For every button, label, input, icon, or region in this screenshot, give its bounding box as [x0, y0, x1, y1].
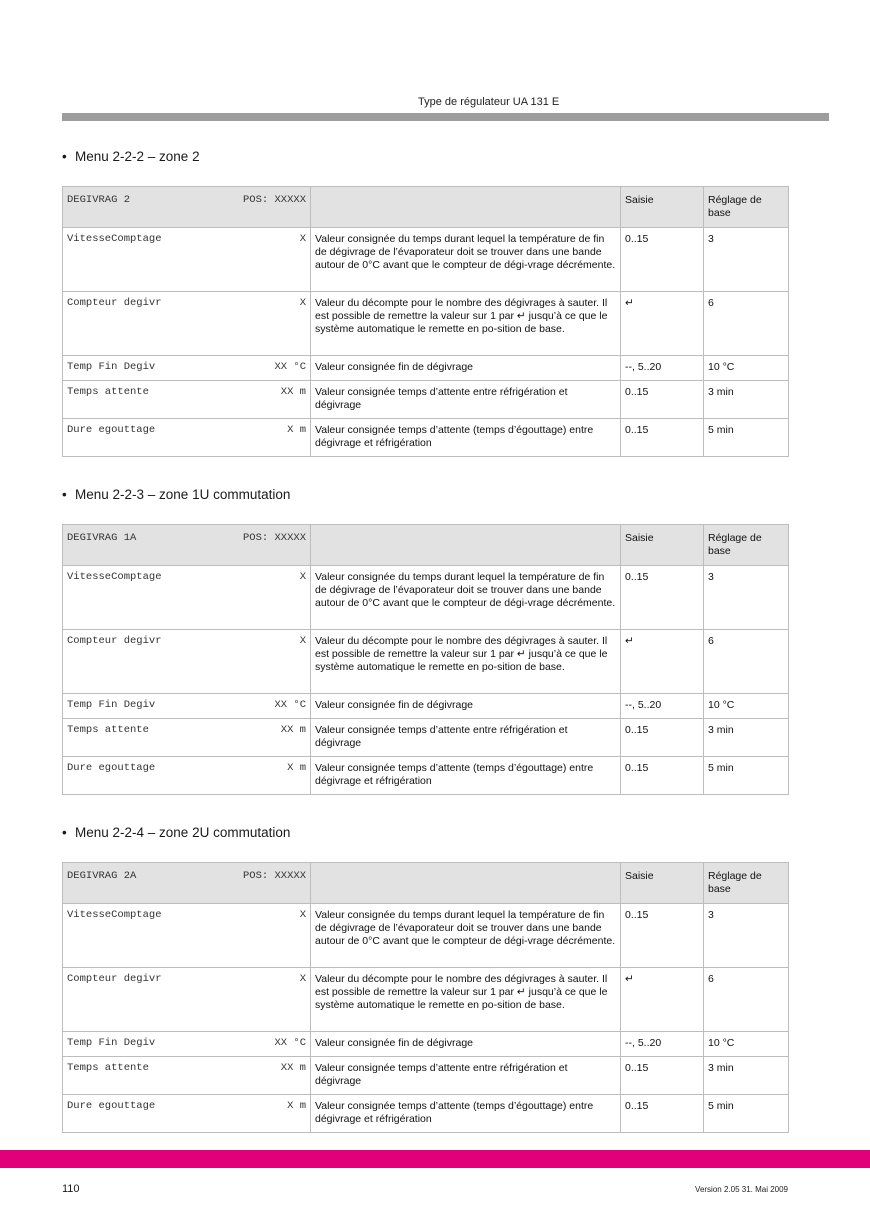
param-saisie: 0..15	[621, 381, 704, 419]
header-reglage: Réglage de base	[704, 187, 789, 228]
param-saisie: --, 5..20	[621, 356, 704, 381]
header-menu-cell	[63, 863, 311, 904]
param-name: Dure egouttage	[67, 424, 156, 436]
table-row	[63, 356, 789, 381]
param-saisie: 0..15	[621, 419, 704, 457]
menu-code: DEGIVRAG 1A	[67, 532, 137, 544]
param-saisie: ↵	[621, 630, 704, 694]
param-desc: Valeur consignée temps d’attente (temps d’égouttage) entre dégivrage et réfrigération	[311, 1095, 621, 1133]
header-reglage: Réglage de base	[704, 525, 789, 566]
header-desc-cell	[311, 187, 621, 228]
parameter-table	[62, 862, 789, 1133]
param-saisie: 0..15	[621, 719, 704, 757]
param-name: VitesseComptage	[67, 909, 162, 921]
table-row	[63, 719, 789, 757]
table-row	[63, 381, 789, 419]
header-rule	[62, 113, 829, 121]
document-header-title: Type de régulateur UA 131 E	[418, 96, 560, 108]
param-desc: Valeur consignée temps d’attente (temps d’égouttage) entre dégivrage et réfrigération	[311, 419, 621, 457]
param-desc: Valeur consignée du temps durant lequel la température de fin de dégivrage de l’évaporateur doit se trouver dans une bande autour de 0°C avant que le compteur de dégi-vrage décrémente.	[311, 228, 621, 292]
param-unit: X	[299, 635, 306, 647]
section-menu-2-2-2	[62, 148, 788, 449]
menu-code: DEGIVRAG 2	[67, 194, 131, 206]
param-unit: X m	[287, 762, 306, 774]
param-name: Temps attente	[67, 724, 149, 736]
param-name: Temp Fin Degiv	[67, 1037, 156, 1049]
table-row	[63, 694, 789, 719]
page-number: 110	[62, 1183, 80, 1195]
param-desc: Valeur du décompte pour le nombre des dégivrages à sauter. Il est possible de remettre la valeur sur 1 par ↵ jusqu’à ce que le système automatique le remette en po-sition de base.	[311, 968, 621, 1032]
bullet-icon: •	[62, 487, 67, 502]
param-unit: XX m	[280, 724, 306, 736]
param-saisie: 0..15	[621, 228, 704, 292]
menu-code: DEGIVRAG 2A	[67, 870, 137, 882]
version-date: Version 2.05 31. Mai 2009	[695, 1185, 788, 1194]
param-saisie: 0..15	[621, 757, 704, 795]
parameter-table	[62, 186, 789, 457]
table-row	[63, 566, 789, 630]
pos-code: POS: XXXXX	[242, 194, 306, 206]
param-desc: Valeur consignée temps d’attente entre réfrigération et dégivrage	[311, 1057, 621, 1095]
param-reglage: 3 min	[704, 1057, 789, 1095]
section-menu-2-2-3	[62, 486, 788, 787]
param-reglage: 6	[704, 968, 789, 1032]
param-reglage: 3 min	[704, 719, 789, 757]
param-unit: X	[299, 571, 306, 583]
footer-accent-bar	[0, 1150, 870, 1168]
param-unit: X	[299, 909, 306, 921]
param-name: Compteur degivr	[67, 973, 162, 985]
param-name: Compteur degivr	[67, 297, 162, 309]
param-name: Temp Fin Degiv	[67, 361, 156, 373]
param-desc: Valeur consignée fin de dégivrage	[311, 356, 621, 381]
param-saisie: 0..15	[621, 566, 704, 630]
table-row	[63, 968, 789, 1032]
table-header-row	[63, 525, 789, 566]
param-desc: Valeur du décompte pour le nombre des dégivrages à sauter. Il est possible de remettre la valeur sur 1 par ↵ jusqu’à ce que le système automatique le remette en po-sition de base.	[311, 292, 621, 356]
param-saisie: --, 5..20	[621, 1032, 704, 1057]
table-row	[63, 292, 789, 356]
param-unit: XX m	[280, 1062, 306, 1074]
param-unit: X	[299, 297, 306, 309]
section-title: • Menu 2-2-2 – zone 2	[62, 149, 200, 164]
param-unit: X m	[287, 424, 306, 436]
param-desc: Valeur du décompte pour le nombre des dégivrages à sauter. Il est possible de remettre la valeur sur 1 par ↵ jusqu’à ce que le système automatique le remette en po-sition de base.	[311, 630, 621, 694]
table-header-row	[63, 187, 789, 228]
param-reglage: 3 min	[704, 381, 789, 419]
param-saisie: --, 5..20	[621, 694, 704, 719]
table-row	[63, 419, 789, 457]
param-desc: Valeur consignée fin de dégivrage	[311, 694, 621, 719]
header-reglage: Réglage de base	[704, 863, 789, 904]
param-saisie: 0..15	[621, 904, 704, 968]
param-reglage: 10 °C	[704, 1032, 789, 1057]
table-row	[63, 630, 789, 694]
param-name: VitesseComptage	[67, 571, 162, 583]
param-reglage: 10 °C	[704, 694, 789, 719]
section-title: • Menu 2-2-4 – zone 2U commutation	[62, 825, 291, 840]
bullet-icon: •	[62, 149, 67, 164]
param-unit: X	[299, 973, 306, 985]
param-desc: Valeur consignée temps d’attente entre réfrigération et dégivrage	[311, 381, 621, 419]
param-name: Dure egouttage	[67, 762, 156, 774]
param-desc: Valeur consignée du temps durant lequel la température de fin de dégivrage de l’évaporateur doit se trouver dans une bande autour de 0°C avant que le compteur de dégi-vrage décrémente.	[311, 566, 621, 630]
header-menu-cell	[63, 525, 311, 566]
header-saisie: Saisie	[621, 187, 704, 228]
section-menu-2-2-4	[62, 824, 788, 1125]
param-reglage: 6	[704, 292, 789, 356]
header-desc-cell	[311, 525, 621, 566]
param-name: Compteur degivr	[67, 635, 162, 647]
bullet-icon: •	[62, 825, 67, 840]
param-name: Temps attente	[67, 386, 149, 398]
param-unit: XX °C	[274, 1037, 306, 1049]
param-desc: Valeur consignée temps d’attente entre réfrigération et dégivrage	[311, 719, 621, 757]
parameter-table	[62, 524, 789, 795]
table-row	[63, 757, 789, 795]
param-unit: XX °C	[274, 361, 306, 373]
section-title: • Menu 2-2-3 – zone 1U commutation	[62, 487, 291, 502]
pos-code: POS: XXXXX	[242, 870, 306, 882]
param-saisie: ↵	[621, 968, 704, 1032]
param-desc: Valeur consignée du temps durant lequel la température de fin de dégivrage de l’évaporateur doit se trouver dans une bande autour de 0°C avant que le compteur de dégi-vrage décrémente.	[311, 904, 621, 968]
param-name: Temps attente	[67, 1062, 149, 1074]
table-row	[63, 1095, 789, 1133]
table-row	[63, 1057, 789, 1095]
param-unit: X	[299, 233, 306, 245]
param-saisie: 0..15	[621, 1095, 704, 1133]
param-reglage: 3	[704, 566, 789, 630]
header-saisie: Saisie	[621, 863, 704, 904]
param-unit: X m	[287, 1100, 306, 1112]
param-desc: Valeur consignée temps d’attente (temps d’égouttage) entre dégivrage et réfrigération	[311, 757, 621, 795]
param-saisie: 0..15	[621, 1057, 704, 1095]
table-header-row	[63, 863, 789, 904]
table-row	[63, 1032, 789, 1057]
param-reglage: 10 °C	[704, 356, 789, 381]
param-unit: XX °C	[274, 699, 306, 711]
header-desc-cell	[311, 863, 621, 904]
param-name: VitesseComptage	[67, 233, 162, 245]
param-reglage: 5 min	[704, 419, 789, 457]
param-name: Temp Fin Degiv	[67, 699, 156, 711]
param-reglage: 3	[704, 904, 789, 968]
param-unit: XX m	[280, 386, 306, 398]
param-desc: Valeur consignée fin de dégivrage	[311, 1032, 621, 1057]
table-row	[63, 904, 789, 968]
header-saisie: Saisie	[621, 525, 704, 566]
param-reglage: 3	[704, 228, 789, 292]
param-reglage: 5 min	[704, 1095, 789, 1133]
param-reglage: 6	[704, 630, 789, 694]
param-reglage: 5 min	[704, 757, 789, 795]
table-row	[63, 228, 789, 292]
header-menu-cell	[63, 187, 311, 228]
param-name: Dure egouttage	[67, 1100, 156, 1112]
param-saisie: ↵	[621, 292, 704, 356]
pos-code: POS: XXXXX	[242, 532, 306, 544]
